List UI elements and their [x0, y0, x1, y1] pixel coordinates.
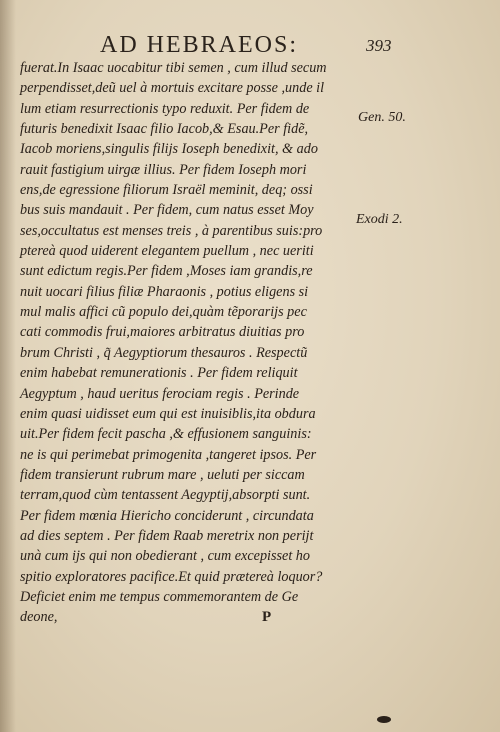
margin-note-genesis: Gen. 50. — [358, 110, 406, 125]
page-gutter-shadow — [0, 0, 16, 732]
text-line: Iacob moriens,singulis filijs Ioseph benedixit, & ado — [20, 141, 318, 158]
text-line: sunt edictum regis.Per fidem ,Moses iam grandis,re — [20, 263, 313, 280]
text-line: enim habebat remunerationis . Per fidem reliquit — [20, 365, 298, 382]
text-block — [20, 58, 360, 628]
text-line: uit.Per fidem fecit pascha ,& effusionem sanguinis: — [20, 426, 312, 443]
text-line: nuit uocari filius filiæ Pharaonis , potius eligens si — [20, 283, 309, 300]
text-line: ad dies septem . Per fidem Raab meretrix non perijt — [20, 527, 314, 544]
text-line: spitio exploratores pacifice.Et quid prætereà loquor? — [20, 568, 323, 585]
page-number: 393 — [366, 36, 392, 55]
ink-blot — [377, 716, 391, 723]
text-line: deone, — [20, 609, 58, 626]
margin-note-exodus: Exodi 2. — [356, 212, 403, 227]
text-line: unà cum ijs qui non obedierant , cum excepisset ho — [20, 548, 310, 565]
text-line: futuris benedixit Isaac filio Iacob,& Esau.Per fidẽ, — [20, 121, 309, 138]
text-line: bus suis mandauit . Per fidem, cum natus esset Moy — [20, 202, 314, 219]
catchword: P — [262, 609, 272, 625]
text-line: lum etiam resurrectionis typo reduxit. Per fidem de — [20, 100, 310, 117]
text-line: fidem transierunt rubrum mare , ueluti per siccam — [20, 466, 305, 483]
text-line: perpendisset,deũ uel à mortuis excitare posse ,unde il — [20, 80, 325, 97]
text-line: ptereà quod uiderent elegantem puellum , nec ueriti — [20, 243, 314, 260]
text-line: Per fidem mœnia Hiericho conciderunt , circundata — [20, 507, 314, 524]
running-head: AD HEBRAEOS: — [100, 32, 299, 58]
text-line: enim quasi uidisset eum qui est inuisiblis,ita obdura — [20, 405, 316, 422]
text-line: cati commodis frui,maiores arbitratus diuitias pro — [20, 324, 305, 341]
text-line: terram,quod cùm tentassent Aegyptij,absorpti sunt. — [20, 487, 311, 504]
text-line: ne is qui perimebat primogenita ,tangeret ipsos. Per — [20, 446, 317, 463]
text-line: Aegyptum , haud ueritus ferociam regis . Perinde — [20, 385, 300, 402]
text-line: ses,occultatus est menses treis , à parentibus suis:pro — [20, 222, 323, 239]
text-line: rauit fastigium uirgæ illius. Per fidem Ioseph mori — [20, 161, 307, 178]
text-line: mul malis affici cũ populo dei,quàm tẽporarijs pec — [20, 304, 307, 321]
text-line: fuerat.In Isaac uocabitur tibi semen , cum illud secum — [20, 60, 327, 76]
text-line: brum Christi , q̃ Aegyptiorum thesauros . Respectũ — [20, 344, 308, 361]
text-line: Deficiet enim me tempus commemorantem de Ge — [20, 588, 299, 605]
text-line: ens,de egressione filiorum Israël meminit, deq; ossi — [20, 182, 313, 199]
